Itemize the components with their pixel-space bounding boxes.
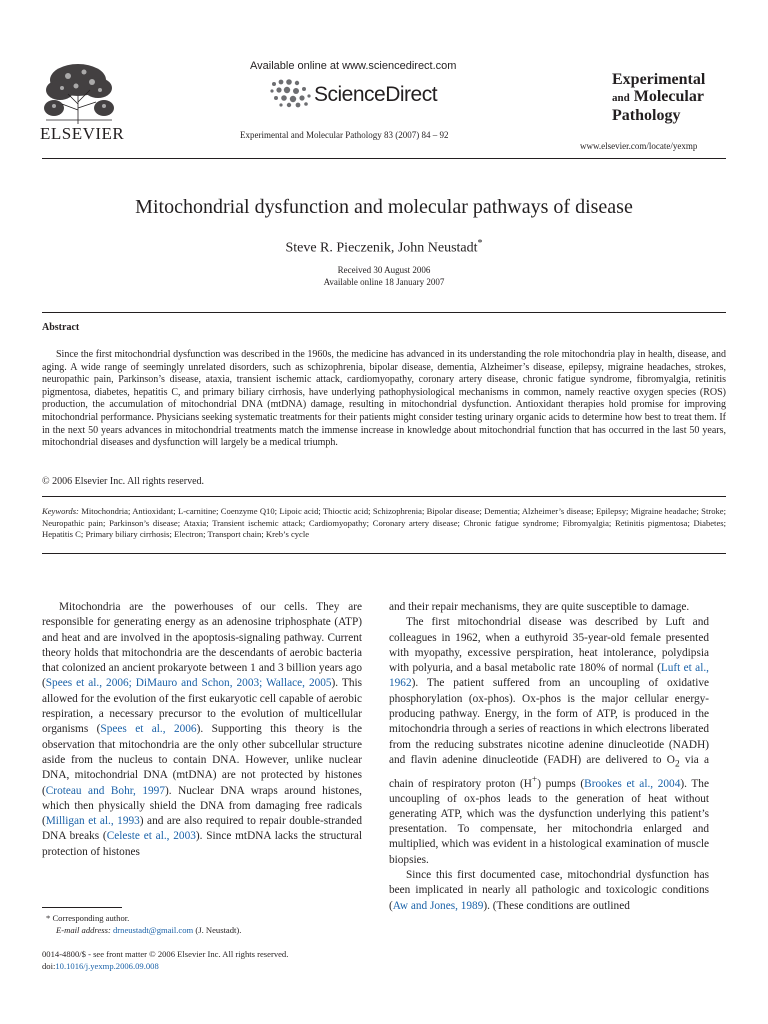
citation-link[interactable]: Celeste et al., 2003 xyxy=(106,830,196,843)
journal-title-line2 xyxy=(612,88,742,107)
elsevier-logo xyxy=(38,60,125,143)
journal-title-logo xyxy=(612,71,742,124)
available-date: Available online 18 January 2007 xyxy=(323,277,445,287)
front-matter xyxy=(42,948,288,972)
paragraph: and their repair mechanisms, they are quite susceptible to damage. xyxy=(389,601,690,613)
paragraph: Since this first documented case, mitochondrial dysfunction has been implicated in nearly all pathologic and toxicologic conditions (Aw and Jones, 1989). (These conditions are outlined xyxy=(389,869,709,912)
author-names: Steve R. Pieczenik, John Neustadt xyxy=(285,240,478,256)
sciencedirect-dots-icon xyxy=(268,78,314,108)
journal-title-line3: Pathology xyxy=(612,107,681,124)
elsevier-tree-icon xyxy=(38,60,120,126)
journal-citation: Experimental and Molecular Pathology 83 (2007) 84 – 92 xyxy=(240,130,449,140)
citation-link[interactable]: Luft et al., 1962 xyxy=(389,662,709,690)
citation-link[interactable]: Milligan et al., 1993 xyxy=(45,815,140,828)
article-authors xyxy=(0,238,768,257)
footnote-star: * xyxy=(46,913,51,923)
citation-link[interactable]: Croteau and Bohr, 1997 xyxy=(45,784,165,797)
abstract-heading: Abstract xyxy=(42,322,80,333)
doi-link[interactable]: 10.1016/j.yexmp.2006.09.008 xyxy=(55,961,159,971)
keywords-bottom-divider xyxy=(42,553,726,554)
corresponding-author-label: Corresponding author. xyxy=(52,913,130,923)
journal-url[interactable]: www.elsevier.com/locate/yexmp xyxy=(580,141,698,151)
publisher-name: ELSEVIER xyxy=(40,124,125,143)
email-label: E-mail address: xyxy=(56,925,111,935)
header-divider xyxy=(42,158,726,159)
journal-title-molecular: Molecular xyxy=(633,88,704,105)
doi-label: doi: xyxy=(42,961,56,971)
journal-title-line1: Experimental xyxy=(612,71,706,88)
email-link[interactable]: drneustadt@gmail.com xyxy=(112,925,194,935)
footnote-divider xyxy=(42,907,122,908)
journal-header xyxy=(0,0,768,160)
received-date: Received 30 August 2006 xyxy=(337,265,431,275)
paragraph: Mitochondria are the powerhouses of our cells. They are responsible for generating energy as an adenosine triphosphate (ATP) and heat and are involved in the apoptosis-signaling pathway. Current theory holds that mitochondria are the descendants of aerobic bacteria that colonized an ancient prokaryote between 1 and 3 billion years ago (Spees et al., 2006; DiMauro and Schon, 2003; Wallace, 2005). This allowed for the evolution of the first eukaryotic cell capable of aerobic respiration, a necessary precursor to the evolution of multicellular organisms (Spees et al., 2006). Supporting this theory is the observation that mitochondria are the only other subcellular structure aside from the nucleus to contain DNA. However, unlike nuclear DNA, mitochondrial DNA (mtDNA) are not protected by histones (Croteau and Bohr, 1997). Nuclear DNA wraps around histones, which then physically shield the DNA from damaging free radicals (Milligan et al., 1993) and are also required to repair double-stranded DNA breaks (Celeste et al., 2003). Since mtDNA lacks the structural protection of histones xyxy=(42,601,363,858)
available-online-text[interactable]: Available online at www.sciencedirect.com xyxy=(250,60,457,72)
keywords-divider xyxy=(42,496,726,497)
citation-link[interactable]: Brookes et al., 2004 xyxy=(584,777,681,790)
sciencedirect-logo[interactable] xyxy=(268,78,458,108)
email-suffix: (J. Neustadt). xyxy=(193,925,242,935)
citation-link[interactable]: Aw and Jones, 1989 xyxy=(392,899,484,912)
article-title: Mitochondrial dysfunction and molecular pathways of disease xyxy=(135,196,633,218)
sciencedirect-wordmark: ScienceDirect xyxy=(314,83,438,106)
keywords-label: Keywords: xyxy=(42,506,79,516)
journal-title-and: and xyxy=(612,92,630,104)
article-dates xyxy=(0,264,768,288)
citation-link[interactable]: Spees et al., 2006 xyxy=(100,723,197,736)
keywords xyxy=(42,506,726,541)
body-column-right xyxy=(389,600,709,914)
citation-link[interactable]: Spees et al., 2006; DiMauro and Schon, 2003; Wallace, 2005 xyxy=(45,677,332,690)
abstract-copyright: © 2006 Elsevier Inc. All rights reserved. xyxy=(42,476,205,487)
abstract-body: Since the first mitochondrial dysfunction was described in the 1960s, the medicine has advanced in its understanding the role mitochondria play in health, disease, and aging. A wide range of seemingly unrelated disorders, such as schizophrenia, bipolar disease, dementia, Alzheimer’s disease, epilepsy, migraine headaches, strokes, neuropathic pain, Parkinson’s disease, ataxia, transient ischemic attack, cardiomyopathy, coronary artery disease, chronic fatigue syndrome, fibromyalgia, retinitis pigmentosa, diabetes, hepatitis C, and primary biliary cirrhosis, have underlying pathophysiological mechanisms in common, namely reactive oxygen species (ROS) production, the accumulation of mitochondrial DNA (mtDNA) damage, resulting in mitochondrial dysfunction. Antioxidant therapies hold promise for improving mitochondrial performance. Physicians seeking systematic treatments for their patients might consider testing urinary organic acids to determine how best to treat them. If in the next 50 years advances in mitochondrial treatments match the immense increase in knowledge about mitochondrial function that has occurred in the last 50 years, mitochondrial diseases and dysfunction will largely be a medical triumph. xyxy=(42,349,726,449)
paragraph: The first mitochondrial disease was described by Luft and colleagues in 1962, when a euthyroid 35-year-old female presented with myopathy, excessive perspiration, heat intolerance, polydipsia with polyuria, and a basal metabolic rate 180% of normal (Luft et al., 1962). The patient suffered from an uncoupling of oxidative phosphorylation (ox-phos). Ox-phos is the major cellular energy-producing pathway. Energy, in the form of ATP, is produced in the mitochondria through a series of reactions in which electrons liberated from the reducing substrates nicotine adenine dinucleotide (NADH) and flavin adenine dinucleotide (FADH) are delivered to $O_2$ via a chain of respiratory proton (H+) pumps (Brookes et al., 2004). The uncoupling of ox-phos leads to the generation of heat without generating ATP, which was the dysfunction underlying this patient’s presentation. To compensate, her mitochondria enlarged and multiplied, which was evident in a histological examination of muscle biopsies. xyxy=(389,616,709,866)
corresponding-mark[interactable]: * xyxy=(477,238,483,249)
keywords-text: Mitochondria; Antioxidant; L-carnitine; Coenzyme Q10; Lipoic acid; Thioctic acid; Schizophrenia; Bipolar disease; Dementia; Alzheimer’s disease; Epilepsy; Migraine headache; Stroke; Neuropathic pain; Parkinson’s disease; Ataxia; Transient ischemic attack; Cardiomyopathy; Coronary artery disease; Chronic fatigue syndrome; Fibromyalgia; Retinitis pigmentosa; Diabetes; Hepatitis C; Primary biliary cirrhosis; Electron; Transport chain; Kreb’s cycle xyxy=(42,506,726,540)
abstract-top-divider xyxy=(42,312,726,313)
body-column-left xyxy=(42,600,362,860)
footnote-corresponding xyxy=(42,912,241,936)
front-matter-copyright: 0014-4800/$ - see front matter © 2006 Elsevier Inc. All rights reserved. xyxy=(42,949,289,959)
